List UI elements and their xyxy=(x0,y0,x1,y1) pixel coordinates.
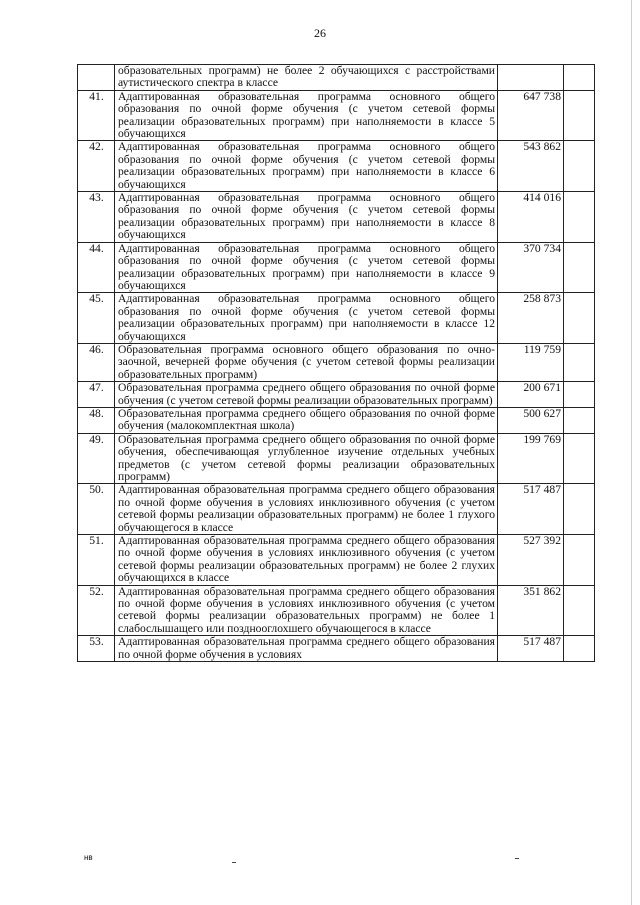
row-description: Адаптированная образовательная программа основного общего образования по очной форме обучения (с учетом сетевой формы реализации образовательных программ) при наполняемости в классе 8 обучающихся xyxy=(115,192,498,243)
row-number: 47. xyxy=(78,382,115,408)
row-value: 370 734 xyxy=(498,242,564,293)
table-row xyxy=(78,242,595,293)
row-description: Адаптированная образовательная программа основного общего образования по очной форме обучения (с учетом сетевой формы реализации образовательных программ) при наполняемости в классе 9 обучающихся xyxy=(115,242,498,293)
row-description: Образовательная программа среднего общего образования по очной форме обучения, обеспечивающая углубленное изучение отдельных учебных предметов (с учетом сетевой формы реализации образовательных программ) xyxy=(115,433,498,484)
table-row xyxy=(78,433,595,484)
row-empty-cell xyxy=(564,433,595,484)
row-empty-cell xyxy=(564,242,595,293)
tariff-table xyxy=(77,64,595,662)
table-row xyxy=(78,382,595,408)
row-empty-cell xyxy=(564,382,595,408)
row-value: 199 769 xyxy=(498,433,564,484)
row-number: 46. xyxy=(78,343,115,381)
row-value: 351 862 xyxy=(498,585,564,636)
row-description: Образовательная программа основного общего образования по очно-заочной, вечерней форме обучения (с учетом сетевой формы реализации образовательных программ) xyxy=(115,343,498,381)
row-description: Адаптированная образовательная программа основного общего образования по очной форме обучения (с учетом сетевой формы реализации образовательных программ) при наполняемости в классе 5 обучающихся xyxy=(115,90,498,141)
row-number: 51. xyxy=(78,535,115,586)
row-description: Адаптированная образовательная программа среднего общего образования по очной форме обучения в условиях инклюзивного обучения (с учетом сетевой формы реализации образовательных программ) не более 1 слабослышащего или позднооглохшего обучающегося в классе xyxy=(115,585,498,636)
table-row xyxy=(78,636,595,662)
row-description: Образовательная программа среднего общего образования по очной форме обучения (с учетом сетевой формы реализации образовательных программ) xyxy=(115,382,498,408)
row-description: Адаптированная образовательная программа среднего общего образования по очной форме обучения в условиях инклюзивного обучения (с учетом сетевой формы реализации образовательных программ) не более 1 глухого обучающегося в классе xyxy=(115,484,498,535)
row-description: Адаптированная образовательная программа среднего общего образования по очной форме обучения в условиях xyxy=(115,636,498,662)
row-number: 44. xyxy=(78,242,115,293)
row-empty-cell xyxy=(564,407,595,433)
row-value xyxy=(498,65,564,91)
row-empty-cell xyxy=(564,293,595,344)
row-description: Адаптированная образовательная программа среднего общего образования по очной форме обучения в условиях инклюзивного обучения (с учетом сетевой формы реализации образовательных программ) не более 2 глухих обучающихся в классе xyxy=(115,535,498,586)
row-number: 43. xyxy=(78,192,115,243)
scan-mark-left xyxy=(232,862,236,863)
table-row xyxy=(78,90,595,141)
row-description: образовательных программ) не более 2 обучающихся с расстройствами аутистического спектра в классе xyxy=(115,65,498,91)
table-row xyxy=(78,484,595,535)
table-row xyxy=(78,293,595,344)
row-empty-cell xyxy=(564,585,595,636)
table-row xyxy=(78,407,595,433)
scan-edge-line xyxy=(631,0,632,905)
row-description: Адаптированная образовательная программа основного общего образования по очной форме обучения (с учетом сетевой формы реализации образовательных программ) при наполняемости в классе 6 обучающихся xyxy=(115,141,498,192)
row-number: 48. xyxy=(78,407,115,433)
row-value: 527 392 xyxy=(498,535,564,586)
table-body xyxy=(78,65,595,662)
row-empty-cell xyxy=(564,636,595,662)
row-value: 414 016 xyxy=(498,192,564,243)
row-value: 200 671 xyxy=(498,382,564,408)
row-description: Образовательная программа среднего общего образования по очной форме обучения (малокомплектная школа) xyxy=(115,407,498,433)
footer-mark: нв xyxy=(84,853,93,862)
row-empty-cell xyxy=(564,535,595,586)
row-number: 41. xyxy=(78,90,115,141)
row-value: 258 873 xyxy=(498,293,564,344)
row-empty-cell xyxy=(564,484,595,535)
row-empty-cell xyxy=(564,65,595,91)
row-value: 647 738 xyxy=(498,90,564,141)
row-number: 45. xyxy=(78,293,115,344)
row-value: 517 487 xyxy=(498,484,564,535)
table-row xyxy=(78,585,595,636)
row-number: 50. xyxy=(78,484,115,535)
table-row xyxy=(78,343,595,381)
row-number: 52. xyxy=(78,585,115,636)
row-value: 119 759 xyxy=(498,343,564,381)
row-empty-cell xyxy=(564,141,595,192)
row-number: 42. xyxy=(78,141,115,192)
row-description: Адаптированная образовательная программа основного общего образования по очной форме обучения (с учетом сетевой формы реализации образовательных программ) при наполняемости в классе 12 обучающихся xyxy=(115,293,498,344)
table-row xyxy=(78,192,595,243)
row-empty-cell xyxy=(564,343,595,381)
table-row xyxy=(78,141,595,192)
table-row xyxy=(78,535,595,586)
row-number: 53. xyxy=(78,636,115,662)
row-value: 500 627 xyxy=(498,407,564,433)
scan-mark-right xyxy=(515,858,519,859)
table-row xyxy=(78,65,595,91)
row-number xyxy=(78,65,115,91)
row-value: 517 487 xyxy=(498,636,564,662)
row-value: 543 862 xyxy=(498,141,564,192)
page-number: 26 xyxy=(314,26,326,40)
row-number: 49. xyxy=(78,433,115,484)
row-empty-cell xyxy=(564,90,595,141)
row-empty-cell xyxy=(564,192,595,243)
